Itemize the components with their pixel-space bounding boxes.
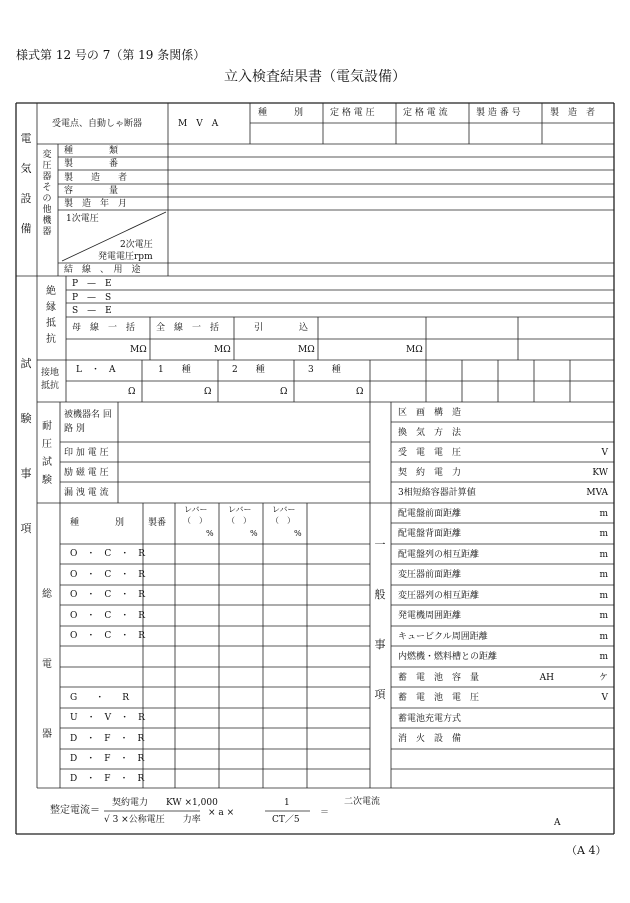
col-type: 種 別 [258,108,304,118]
general-item-label: 配電盤列の相互距離 [398,550,480,560]
general-item-unit: AH ケ [539,673,608,683]
withstand-row: 印 加 電 圧 [64,448,109,458]
general-item-label: 蓄 電 池 電 圧 [398,693,480,703]
transformer-label: 変圧器その他機器 [42,150,52,237]
insulation-row: P — S [72,293,112,303]
formula-unit: A [554,818,561,828]
general-item-label: 3相短絡容器計算値 [398,488,476,498]
form-number: 様式第 12 号の 7（第 19 条関係） [16,48,206,62]
transformer-row: 製 造 者 [64,173,128,183]
grounding-col: 2 種 [232,365,265,375]
formula-num1: 契約電力 KW ×1,000 [112,798,218,808]
general-item-label: 配電盤前面距離 [398,509,462,519]
section-general-label: 一般事項 [374,538,386,701]
unit-ohm: Ω [204,387,212,397]
col-rated-current: 定 格 電 流 [403,108,448,118]
general-item-unit: m [599,591,608,601]
page-title: 立入検査結果書（電気設備） [224,69,406,85]
bus-bulk: 母 線 一 括 [72,323,136,333]
grounding-label: 接地 [41,368,60,378]
secondary-current: 二次電流 [344,797,381,807]
relay-row: O ・ C ・ R [70,611,146,621]
lever-percent: % [206,529,214,538]
transformer-row: 製 番 [64,159,119,169]
relay-label: 総電器 [42,589,52,740]
relay-row: D ・ F ・ R [70,734,145,744]
primary-voltage: 1次電圧 [66,214,99,224]
formula-mul-a: × a × [208,808,235,818]
relay-row: O ・ C ・ R [70,631,146,641]
section-test-label: 試験事項 [20,357,32,535]
general-item-unit: KW [592,468,608,478]
general-item-unit: m [599,611,608,621]
col-serial: 製 造 番 号 [476,108,521,118]
unit-ohm: Ω [128,387,136,397]
lever-label: レバー [228,505,252,514]
lever-percent: % [250,529,258,538]
general-item-unit: m [599,570,608,580]
general-item-label: 蓄電池充電方式 [398,714,462,724]
formula-num2: 1 [284,798,290,808]
general-item-unit: V [601,448,608,458]
formula-equals: ＝ [320,808,330,818]
transformer-row: 種 類 [64,146,119,156]
insulation-row: S — E [72,306,112,316]
paper-size-label: （A 4） [566,844,607,857]
general-item-label: 発電機周囲距離 [398,611,462,621]
relay-row: D ・ F ・ R [70,774,145,784]
general-item-label: 内燃機・燃料槽との距離 [398,652,498,662]
relay-row: U ・ V ・ R [70,713,145,723]
relay-row: O ・ C ・ R [70,570,146,580]
insulation-label: 絶縁抵抗 [46,286,56,345]
grounding-col: 3 種 [308,365,341,375]
unit-ohm: Ω [356,387,364,397]
formula-prefix: 整定電流＝ [50,805,100,816]
general-item-unit: V [601,693,608,703]
transformer-row: 容 量 [64,186,119,196]
relay-row: O ・ C ・ R [70,590,146,600]
all-lines-bulk: 全 線 一 括 [156,323,220,333]
formula-den1: √ 3 ×公称電圧 力率 [104,815,201,825]
lever-label: レバー [184,505,208,514]
lead-in: 引 込 [254,323,309,333]
general-item-unit: m [599,509,608,519]
wiring-use: 結 線 、 用 途 [64,265,141,275]
lever-label: レバー [272,505,296,514]
withstand-row: 被機器名 回 路 別 [64,410,112,434]
general-item-label: 契 約 電 力 [398,468,462,478]
col-maker: 製 造 者 [550,108,596,118]
generator-voltage: 発電電圧rpm [98,252,153,262]
unit-mohm: MΩ [214,345,231,355]
formula-den2: CT／5 [272,815,300,825]
mva-unit: M V A [178,119,219,129]
general-item-label: 区 画 構 造 [398,408,462,418]
unit-mohm: MΩ [406,345,423,355]
relay-col-serial: 製番 [148,518,167,528]
general-item-label: 受 電 電 圧 [398,448,462,458]
general-item-unit: MVA [586,488,608,498]
withstand-row: 漏 洩 電 流 [64,488,109,498]
relay-row: D ・ F ・ R [70,754,145,764]
withstand-label: 耐圧試験 [42,421,52,486]
general-item-unit: m [599,550,608,560]
grounding-label: 抵抗 [41,381,60,391]
general-item-label: 消 火 設 備 [398,734,462,744]
col-rated-voltage: 定 格 電 圧 [330,108,375,118]
withstand-row: 励 磁 電 圧 [64,468,109,478]
lever-paren: （ ） [227,516,251,525]
unit-ohm: Ω [280,387,288,397]
general-item-label: 換 気 方 法 [398,428,462,438]
general-item-label: 蓄 電 池 容 量 [398,673,480,683]
general-item-label: キュービクル周囲距離 [398,632,488,642]
grounding-col: L ・ A [76,365,116,375]
relay-col-type: 種 別 [70,518,125,528]
general-item-unit: m [599,632,608,642]
lever-paren: （ ） [271,516,295,525]
general-item-unit: m [599,652,608,662]
general-item-label: 変圧器列の相互距離 [398,591,480,601]
lever-paren: （ ） [183,516,207,525]
grounding-col: 1 種 [158,365,191,375]
relay-row: O ・ C ・ R [70,549,146,559]
lever-percent: % [294,529,302,538]
unit-mohm: MΩ [298,345,315,355]
relay-row: G ・ R [70,693,129,703]
transformer-row: 製 造 年 月 [64,199,128,209]
general-item-label: 変圧器前面距離 [398,570,462,580]
general-item-unit: m [599,529,608,539]
insulation-row: P — E [72,279,112,289]
unit-mohm: MΩ [130,345,147,355]
section-electrical-label: 電気設備 [20,132,32,235]
secondary-voltage: 2次電圧 [120,240,153,250]
general-item-label: 配電盤背面距離 [398,529,462,539]
receiving-point-label: 受電点、自動しゃ断器 [52,119,143,129]
